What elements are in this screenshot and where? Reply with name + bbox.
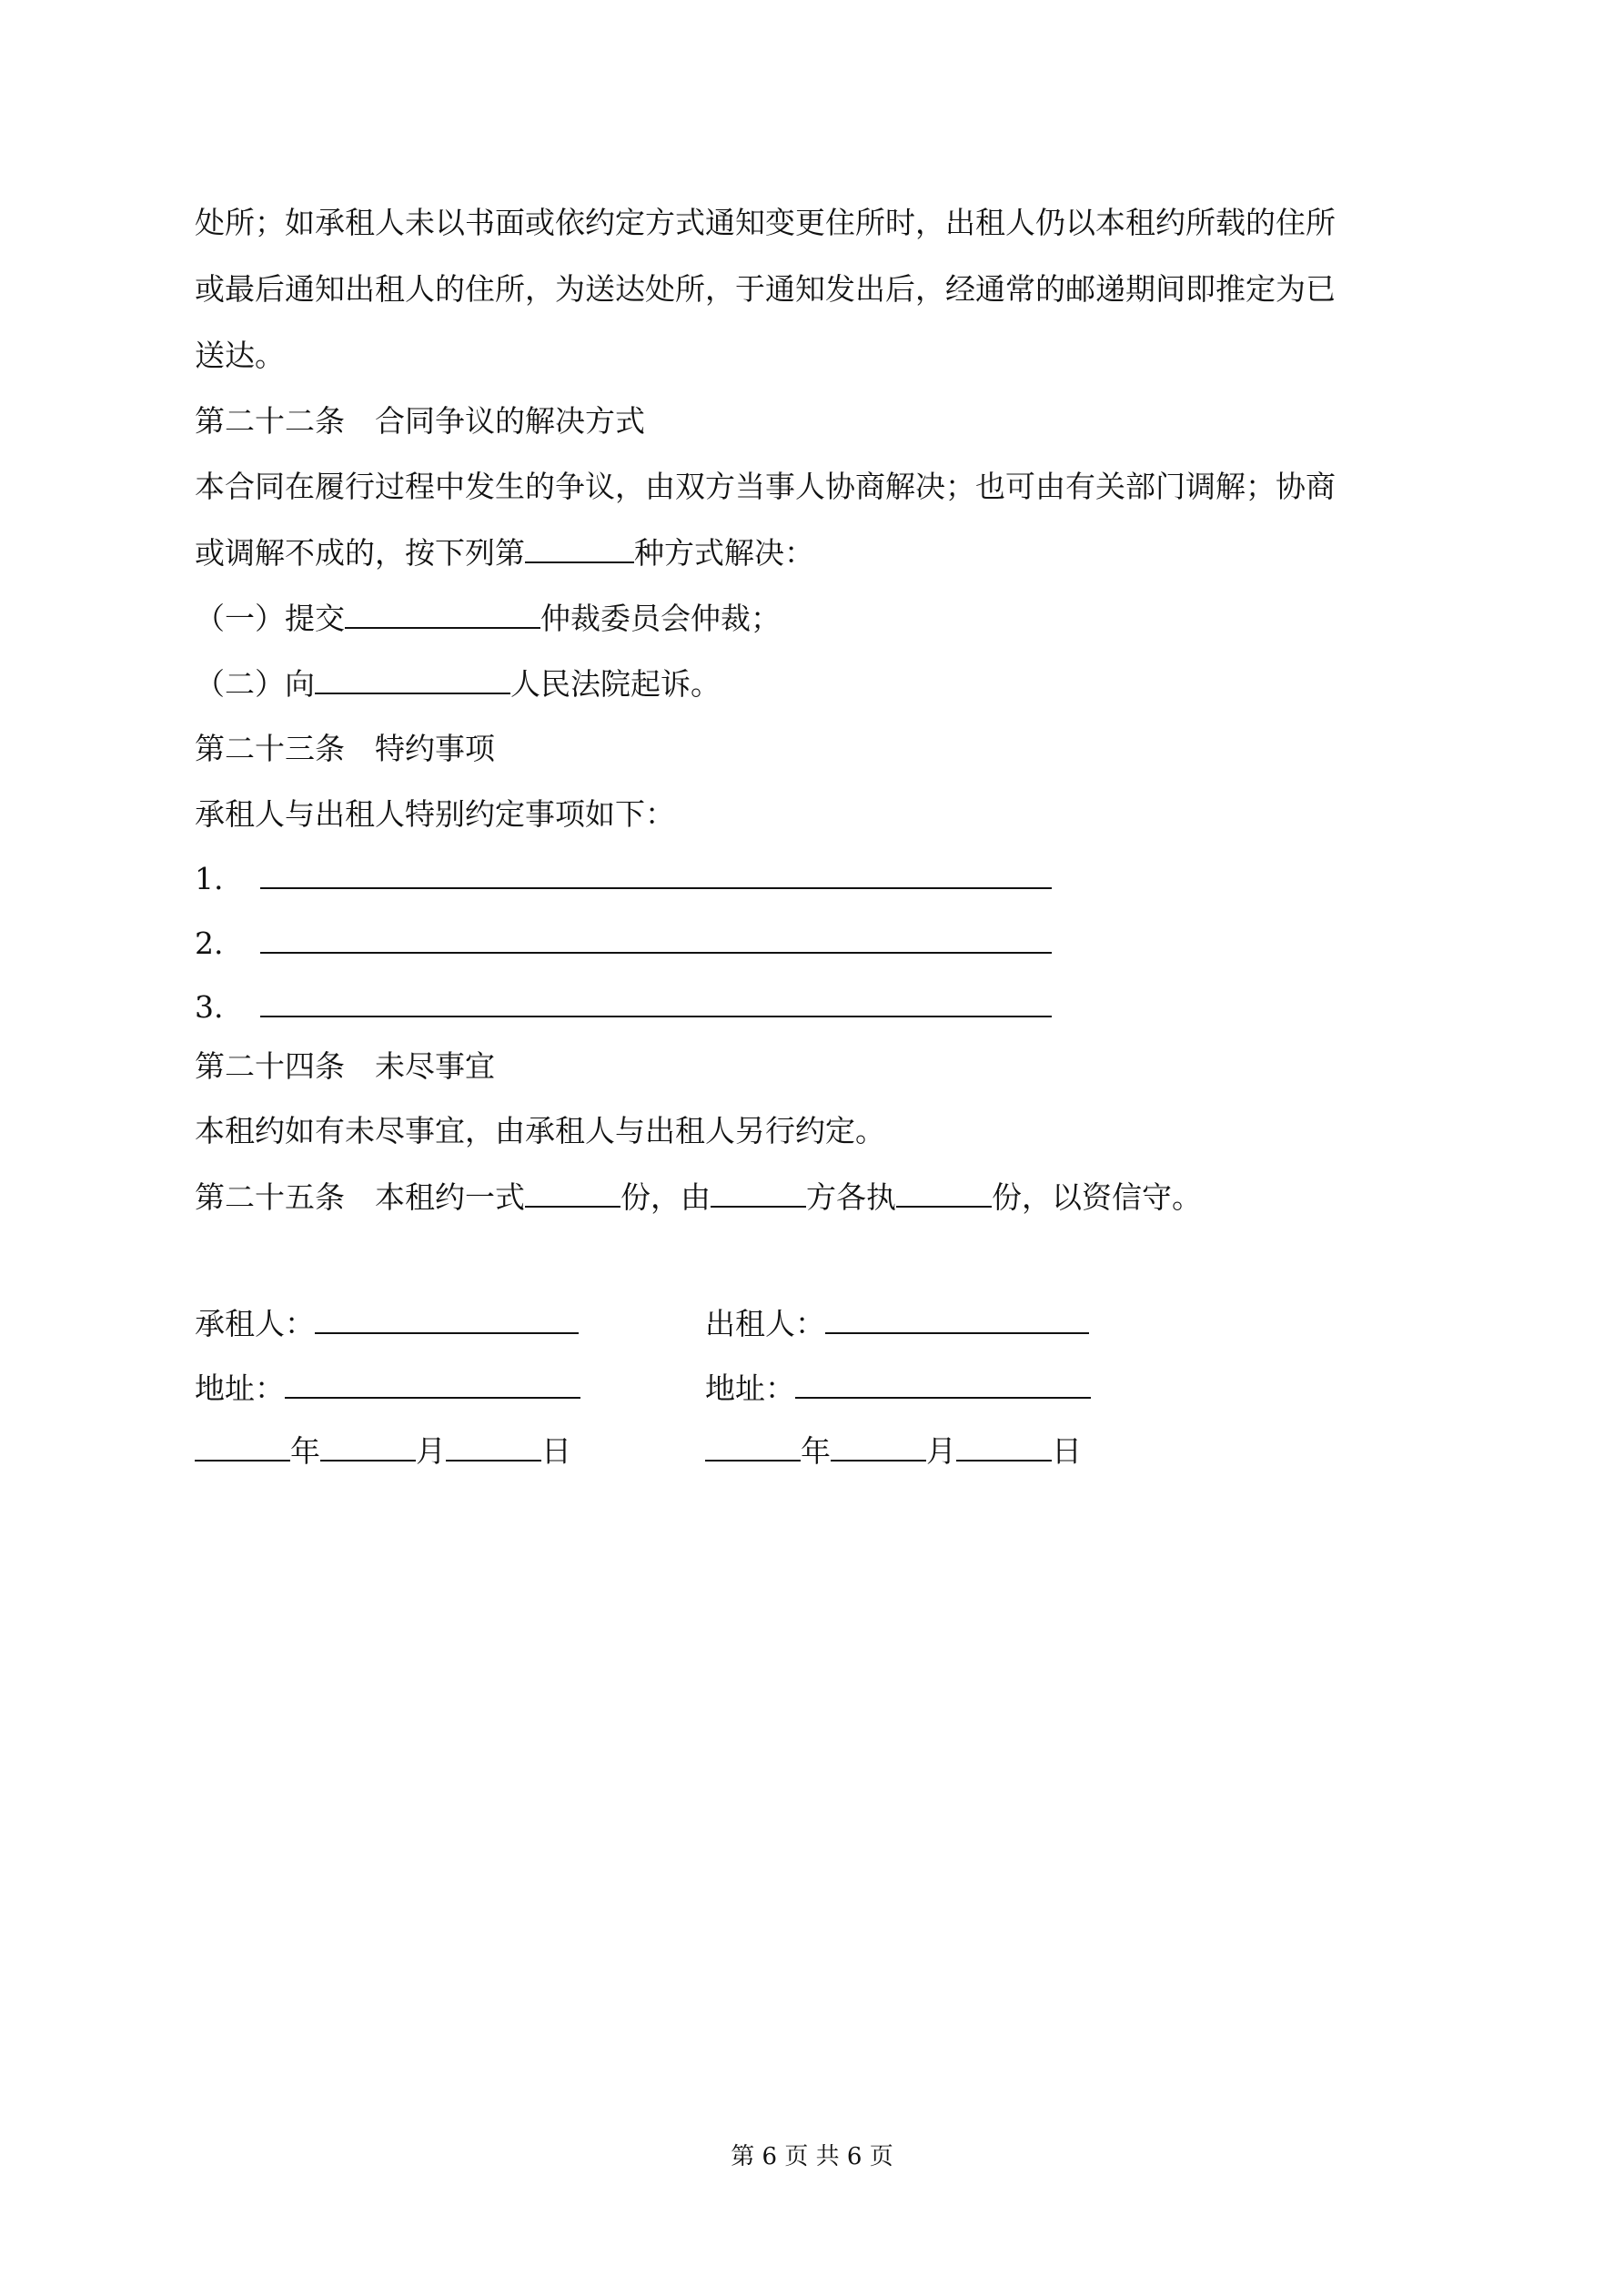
item-number: 2. (195, 925, 224, 961)
text: 份，以资信守。 (992, 1179, 1202, 1215)
text: 承租人与出租人特别约定事项如下： (195, 796, 675, 832)
item-number: 1. (195, 861, 224, 896)
paragraph-line (195, 205, 1336, 241)
text: 本合同在履行过程中发生的争议，由双方当事人协商解决；也可由有关部门调解；协商 (195, 469, 1336, 504)
lessee-address-field[interactable] (285, 1370, 580, 1399)
paragraph-line (195, 1113, 885, 1149)
lessee-name-field[interactable] (315, 1305, 579, 1334)
option-1 (195, 600, 781, 637)
lessee-date (195, 1432, 571, 1470)
text: 人民法院起诉。 (510, 666, 721, 702)
item-number: 3. (195, 989, 224, 1025)
blank-field[interactable] (711, 1178, 806, 1208)
lessor-signature (705, 1305, 1089, 1342)
blank-field[interactable] (315, 665, 510, 694)
article-23-title (195, 731, 495, 767)
day-field[interactable] (956, 1432, 1052, 1462)
month-field[interactable] (831, 1432, 926, 1462)
text: 仲裁委员会仲裁； (540, 601, 781, 636)
paragraph-line (195, 796, 675, 833)
article-24-title (195, 1048, 495, 1085)
blank-field[interactable] (345, 600, 540, 629)
text: 或调解不成的，按下列第 (195, 535, 525, 571)
paragraph-line (195, 338, 285, 374)
lessor-address (705, 1370, 1091, 1407)
article-25 (195, 1178, 1202, 1216)
blank-field[interactable] (260, 860, 1052, 889)
text: 种方式解决： (634, 535, 814, 571)
month-label: 月 (416, 1433, 446, 1469)
text: 或最后通知出租人的住所，为送达处所，于通知发出后，经通常的邮递期间即推定为已 (195, 271, 1336, 307)
text: 方各执 (806, 1179, 896, 1215)
text: （一）提交 (195, 601, 345, 636)
lessor-label: 出租人： (705, 1306, 825, 1341)
day-label: 日 (1052, 1433, 1082, 1469)
page-number: 第 6 页 共 6 页 (731, 2143, 893, 2170)
text: 处所；如承租人未以书面或依约定方式通知变更住所时，出租人仍以本租约所载的住所 (195, 205, 1336, 240)
text: （二）向 (195, 666, 315, 702)
year-field[interactable] (705, 1432, 801, 1462)
list-item (195, 925, 1052, 962)
blank-field[interactable] (260, 988, 1052, 1017)
year-label: 年 (290, 1433, 320, 1469)
text: 第二十五条 本租约一式 (195, 1179, 525, 1215)
article-22-title (195, 403, 645, 440)
text: 第二十四条 未尽事宜 (195, 1048, 495, 1084)
month-field[interactable] (320, 1432, 416, 1462)
paragraph-line (195, 271, 1336, 308)
lessor-name-field[interactable] (825, 1305, 1089, 1334)
year-field[interactable] (195, 1432, 290, 1462)
blank-field[interactable] (525, 534, 634, 563)
list-item (195, 860, 1052, 897)
day-label: 日 (541, 1433, 571, 1469)
lessee-address (195, 1370, 580, 1407)
month-label: 月 (926, 1433, 956, 1469)
lessor-date (705, 1432, 1082, 1470)
blank-field[interactable] (525, 1178, 620, 1208)
paragraph-line (195, 469, 1336, 505)
year-label: 年 (801, 1433, 831, 1469)
text: 第二十二条 合同争议的解决方式 (195, 403, 645, 439)
text: 份，由 (620, 1179, 711, 1215)
blank-field[interactable] (260, 925, 1052, 954)
lessor-address-field[interactable] (795, 1370, 1091, 1399)
lessee-signature (195, 1305, 579, 1342)
blank-field[interactable] (896, 1178, 992, 1208)
page-footer (0, 2142, 1624, 2171)
lessee-label: 承租人： (195, 1306, 315, 1341)
text: 本租约如有未尽事宜，由承租人与出租人另行约定。 (195, 1113, 885, 1148)
address-label: 地址： (195, 1371, 285, 1406)
paragraph-line (195, 534, 814, 571)
option-2 (195, 665, 721, 703)
list-item (195, 988, 1052, 1026)
day-field[interactable] (446, 1432, 541, 1462)
text: 送达。 (195, 338, 285, 373)
text: 第二十三条 特约事项 (195, 731, 495, 766)
address-label: 地址： (705, 1371, 795, 1406)
